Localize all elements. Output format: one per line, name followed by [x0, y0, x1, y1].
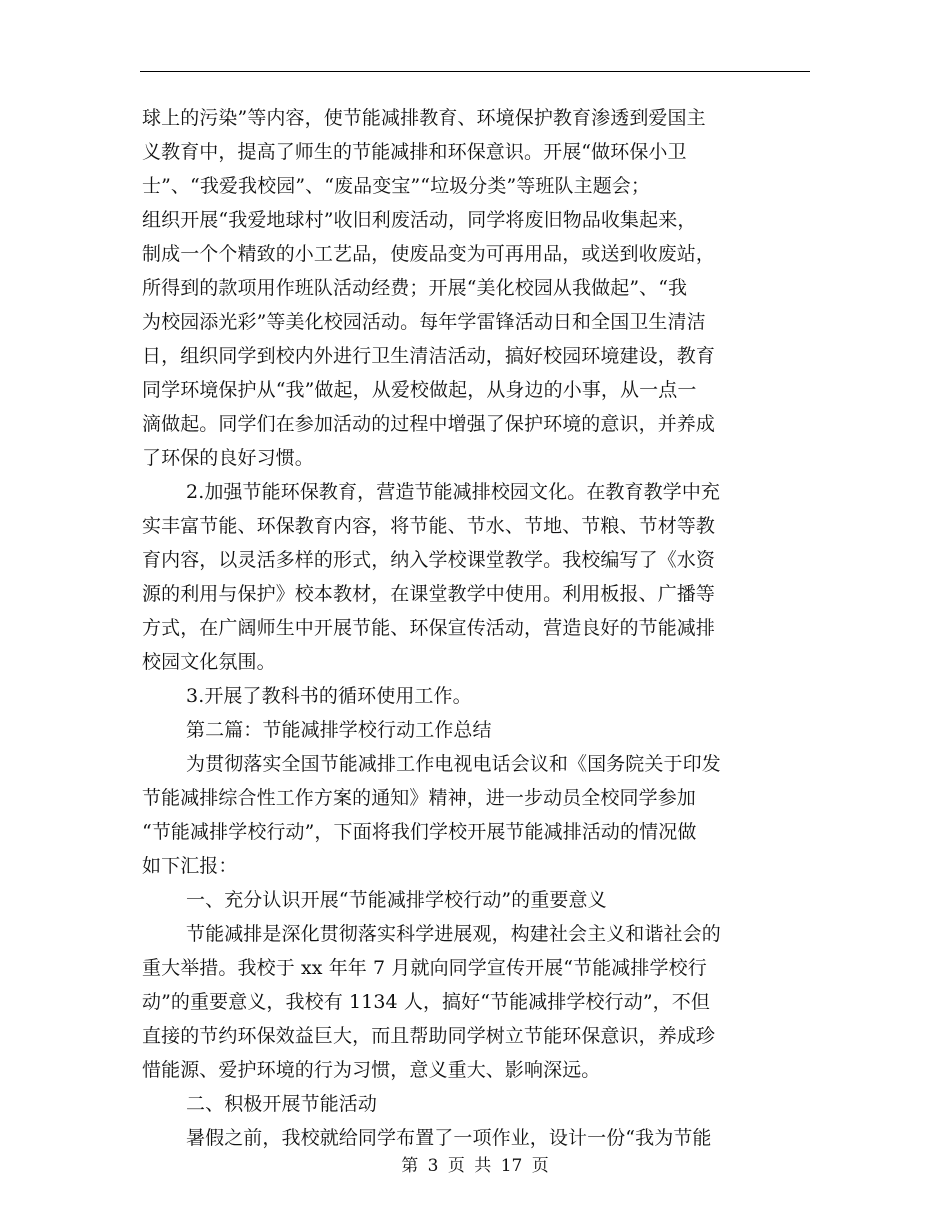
text-line: 士”、“我爱我校园”、“废品变宝”“垃圾分类”等班队主题会；	[142, 175, 650, 197]
text-line: 直接的节约环保效益巨大，而且帮助同学树立节能环保意识，养成珍	[142, 1025, 716, 1047]
text-line: 同学环境保护从“我”做起，从爱校做起，从身边的小事，从一点一	[142, 379, 697, 401]
text-line: 方式，在广阔师生中开展节能、环保宣传活动，营造良好的节能减排	[142, 617, 716, 639]
text-line: 3.开展了教科书的循环使用工作。	[186, 685, 472, 707]
text-line: 二、积极开展节能活动	[186, 1093, 378, 1115]
text-line: 一、充分认识开展“节能减排学校行动”的重要意义	[186, 889, 607, 911]
text-line: 日，组织同学到校内外进行卫生清洁活动，搞好校园环境建设，教育	[142, 345, 716, 367]
text-line: 2.加强节能环保教育，营造节能减排校园文化。在教育教学中充	[186, 481, 721, 503]
text-line: 义教育中，提高了师生的节能减排和环保意识。开展“做环保小卫	[142, 141, 687, 163]
text-line: 重大举措。我校于 xx 年年 7 月就向同学宣传开展“节能减排学校行	[142, 957, 707, 979]
header-rule	[140, 71, 810, 72]
text-line: “节能减排学校行动”，下面将我们学校开展节能减排活动的情况做	[142, 821, 697, 843]
text-line: 惜能源、爱护环境的行为习惯，意义重大、影响深远。	[142, 1059, 601, 1081]
text-line: 源的利用与保护》校本教材，在课堂教学中使用。利用板报、广播等	[142, 583, 716, 605]
text-line: 第二篇：节能减排学校行动工作总结	[186, 719, 492, 741]
page-footer: 第 3 页 共 17 页	[401, 1156, 549, 1176]
text-line: 球上的污染”等内容，使节能减排教育、环境保护教育渗透到爱国主	[142, 107, 706, 129]
document-body	[142, 101, 810, 1155]
text-line: 节能减排综合性工作方案的通知》精神，进一步动员全校同学参加	[142, 787, 696, 809]
text-line: 了环保的良好习惯。	[142, 447, 314, 469]
text-line: 制成一个个精致的小工艺品，使废品变为可再用品，或送到收废站，	[142, 243, 716, 265]
text-line: 所得到的款项用作班队活动经费；开展“美化校园从我做起”、“我	[142, 277, 688, 299]
text-line: 实丰富节能、环保教育内容，将节能、节水、节地、节粮、节材等教	[142, 515, 716, 537]
text-line: 如下汇报：	[142, 855, 238, 877]
text-line: 暑假之前，我校就给同学布置了一项作业，设计一份“我为节能	[186, 1127, 712, 1149]
text-line: 为校园添光彩”等美化校园活动。每年学雷锋活动日和全国卫生清洁	[142, 311, 706, 333]
text-line: 组织开展“我爱地球村”收旧利废活动，同学将废旧物品收集起来，	[142, 209, 697, 231]
text-line: 校园文化氛围。	[142, 651, 276, 673]
text-line: 动”的重要意义，我校有 1134 人，搞好“节能减排学校行动”，不但	[142, 991, 710, 1013]
text-line: 节能减排是深化贯彻落实科学进展观，构建社会主义和谐社会的	[186, 923, 721, 945]
text-line: 滴做起。同学们在参加活动的过程中增强了保护环境的意识，并养成	[142, 413, 716, 435]
text-line: 为贯彻落实全国节能减排工作电视电话会议和《国务院关于印发	[186, 753, 721, 775]
text-line: 育内容，以灵活多样的形式，纳入学校课堂教学。我校编写了《水资	[142, 549, 716, 571]
